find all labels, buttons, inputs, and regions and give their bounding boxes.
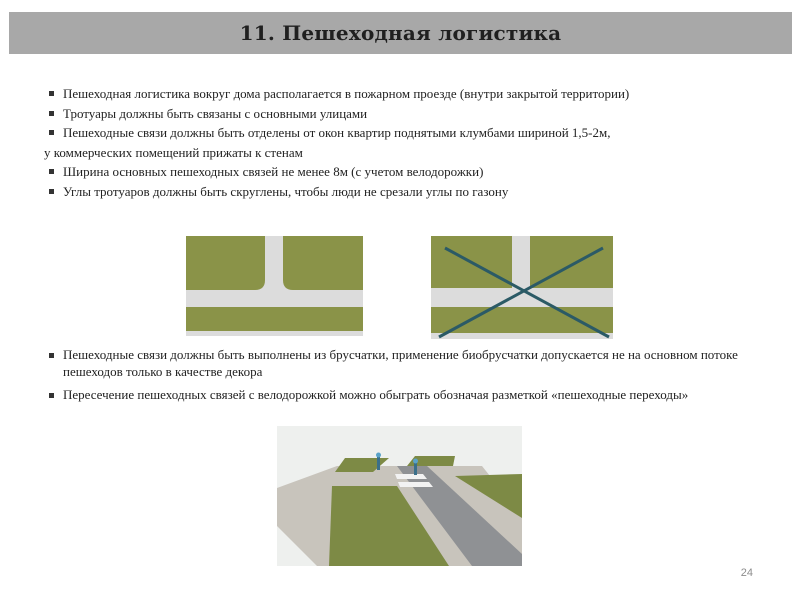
bullet-item [44,104,764,124]
bullet-item [44,84,764,104]
sharp-corner-illustration [431,236,613,339]
rounded-corner-diagram [186,236,363,336]
bullet-square-icon [49,353,54,358]
title-bar [9,12,792,54]
crossing-render [277,426,522,566]
lamp-post [377,456,380,470]
bullet-item [44,386,764,403]
sharp-corner-diagram [431,236,613,339]
crossing-marking [398,482,433,487]
rounded-corner-illustration [186,236,363,336]
bullet-item [44,182,764,202]
bullet-text: Пешеходная логистика вокруг дома располагается в пожарном проезде (внутри закрытой территории) [63,86,630,101]
bullet-text: Тротуары должны быть связаны с основными улицами [63,105,368,121]
page-number: 24 [740,567,753,579]
bullet-square-icon [49,189,54,194]
bullet-square-icon [49,91,54,96]
lamp-post [414,462,417,475]
bullet-text: Пешеходные связи должны быть выполнены из брусчатки, применение биобрусчатки допускается не на основном потоке пешеходов только в качестве декора [63,347,738,379]
bullet-text: Ширина основных пешеходных связей не менее 8м (с учетом велодорожки) [63,164,484,179]
top-bullet-list [44,84,764,201]
bullet-text: Углы тротуаров должны быть скруглены, чтобы люди не срезали углы по газону [63,183,509,199]
crossing-render-illustration [277,426,522,566]
bullet-continuation [44,143,764,163]
bullet-square-icon [49,393,54,398]
bullet-square-icon [49,111,54,116]
bullet-item [44,346,764,380]
bullet-text: Пересечение пешеходных связей с велодорожкой можно обыграть обозначая разметкой «пешеходные переходы» [63,387,689,402]
bullet-item [44,162,764,182]
bullet-item [44,123,764,143]
bullet-square-icon [49,169,54,174]
crossing-marking [395,474,427,479]
bullet-text: у коммерческих помещений прижаты к стенам [44,144,303,160]
slide-title: 11. Пешеходная логистика [239,21,562,45]
bottom-bullet-list [44,346,764,409]
bullet-square-icon [49,130,54,135]
bullet-text: Пешеходные связи должны быть отделены от окон квартир поднятыми клумбами шириной 1,5-2м, [63,125,611,140]
